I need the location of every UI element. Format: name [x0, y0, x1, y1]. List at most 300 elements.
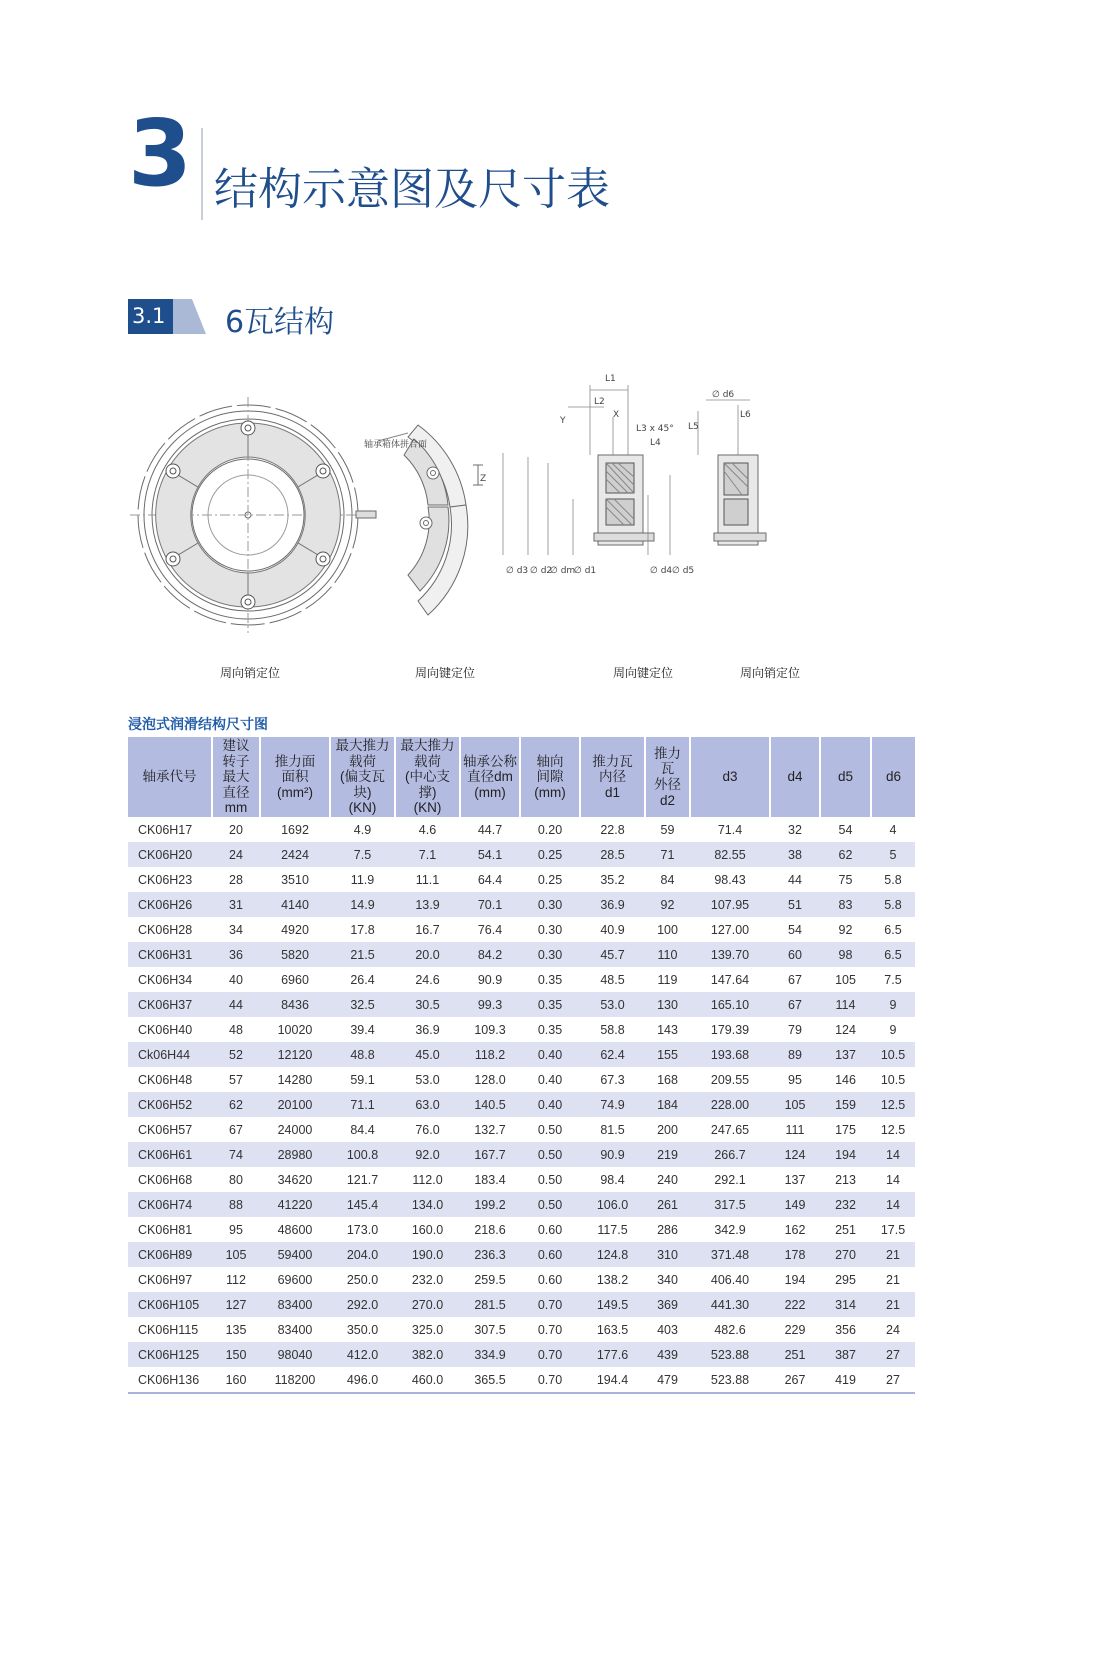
- table-cell: 84.4: [350, 1122, 375, 1137]
- table-cell: 110: [645, 942, 690, 967]
- section-title: 6瓦结构: [225, 305, 335, 340]
- table-cell: 31: [212, 892, 260, 917]
- table-cell: 213: [835, 1172, 856, 1187]
- table-cell: 403: [657, 1322, 678, 1337]
- column-header: 推力瓦 外径 d2: [645, 737, 690, 817]
- bearing-code-cell: Ck06H44: [128, 1042, 212, 1067]
- column-header: 推力面 面积 (mm²): [260, 737, 330, 817]
- table-cell: 173.0: [346, 1222, 379, 1237]
- table-cell: 382.0: [395, 1342, 460, 1367]
- table-cell: 36.9: [415, 1022, 440, 1037]
- table-cell: 178: [770, 1242, 820, 1267]
- table-cell: 130: [645, 992, 690, 1017]
- table-cell: 124: [770, 1142, 820, 1167]
- table-cell: 14: [871, 1142, 915, 1167]
- table-cell: 98.4: [600, 1172, 625, 1187]
- table-cell: 482.6: [714, 1322, 746, 1337]
- table-cell: 48: [229, 1022, 243, 1037]
- table-cell: 21: [871, 1292, 915, 1317]
- table-cell: 52: [212, 1042, 260, 1067]
- table-cell: 356: [835, 1322, 856, 1337]
- table-cell: 48600: [277, 1222, 313, 1237]
- table-cell: 36: [212, 942, 260, 967]
- table-cell: 83400: [277, 1322, 313, 1337]
- table-cell: 0.50: [537, 1122, 563, 1137]
- table-cell: 119: [657, 972, 678, 987]
- dimension-table: [128, 737, 915, 1394]
- table-cell: 251: [835, 1222, 856, 1237]
- dim-l4-label: L4: [650, 438, 661, 448]
- table-row: [128, 842, 915, 867]
- dim-d6-label: ∅ d6: [712, 390, 735, 400]
- table-row: [128, 967, 915, 992]
- table-cell: 146: [835, 1072, 856, 1087]
- table-cell: 109.3: [474, 1022, 506, 1037]
- table-cell: 7.5: [884, 972, 902, 987]
- table-cell: 62: [820, 842, 871, 867]
- table-cell: 232.0: [411, 1272, 444, 1287]
- table-row: [128, 1242, 915, 1267]
- table-cell: 24: [212, 842, 260, 867]
- table-cell: 184: [645, 1092, 690, 1117]
- split-face-label: 轴承箱体拼合面: [364, 440, 428, 450]
- table-cell: 406.40: [710, 1272, 750, 1287]
- table-cell: 44.7: [477, 822, 503, 837]
- table-title: 浸泡式润滑结构尺寸图: [128, 717, 268, 733]
- table-cell: 4: [889, 822, 897, 837]
- table-cell: 45.7: [580, 942, 645, 967]
- column-header: 轴承公称 直径dm (mm): [460, 737, 520, 817]
- table-cell: 0.20: [537, 822, 563, 837]
- table-cell: 270: [820, 1242, 871, 1267]
- table-cell: 26.4: [350, 972, 375, 987]
- table-cell: 10.5: [880, 1072, 906, 1087]
- table-cell: 74: [212, 1142, 260, 1167]
- table-cell: 138.2: [596, 1272, 629, 1287]
- bearing-code-cell: CK06H115: [138, 1322, 199, 1337]
- table-cell: 14: [886, 1172, 900, 1187]
- column-header: d4: [770, 737, 820, 817]
- table-cell: 63.0: [395, 1092, 460, 1117]
- table-cell: 325.0: [411, 1322, 444, 1337]
- table-cell: 218.6: [474, 1222, 506, 1237]
- table-cell: 0.30: [520, 892, 580, 917]
- bearing-code-cell: CK06H97: [138, 1272, 193, 1287]
- table-cell: 0.70: [520, 1367, 580, 1393]
- table-cell: 45.0: [395, 1042, 460, 1067]
- table-cell: 51: [770, 892, 820, 917]
- table-cell: 60: [770, 942, 820, 967]
- table-cell: 200: [657, 1122, 678, 1137]
- table-cell: 143: [657, 1022, 678, 1037]
- table-row: [128, 1317, 915, 1342]
- table-row: [128, 1017, 915, 1042]
- table-row: [128, 1042, 915, 1067]
- table-cell: 92.0: [395, 1142, 460, 1167]
- table-cell: 134.0: [395, 1192, 460, 1217]
- column-header: 轴承代号: [128, 737, 212, 817]
- bearing-code-cell: CK06H48: [138, 1072, 193, 1087]
- table-cell: 149.5: [580, 1292, 645, 1317]
- table-cell: 232: [820, 1192, 871, 1217]
- table-cell: 261: [645, 1192, 690, 1217]
- table-cell: 209.55: [710, 1072, 750, 1087]
- table-cell: 76.0: [415, 1122, 440, 1137]
- table-cell: 228.00: [690, 1092, 770, 1117]
- table-cell: 222: [770, 1292, 820, 1317]
- table-cell: 295: [835, 1272, 856, 1287]
- table-cell: 496.0: [330, 1367, 395, 1393]
- table-cell: 53.0: [415, 1072, 440, 1087]
- dim-x-label: X: [613, 410, 620, 420]
- bearing-ring-view: [130, 397, 376, 633]
- table-cell: 127.00: [710, 922, 750, 937]
- table-cell: 67.3: [600, 1072, 625, 1087]
- table-row: [128, 942, 915, 967]
- table-cell: 92: [645, 892, 690, 917]
- table-cell: 0.60: [537, 1272, 563, 1287]
- table-cell: 74.9: [580, 1092, 645, 1117]
- bearing-code-cell: CK06H20: [128, 842, 212, 867]
- table-cell: 118200: [260, 1367, 330, 1393]
- table-row: [128, 817, 915, 842]
- table-cell: 3510: [281, 872, 309, 887]
- bearing-code-cell: CK06H37: [128, 992, 212, 1017]
- table-cell: 54: [788, 922, 802, 937]
- table-cell: 4.9: [353, 822, 372, 837]
- table-cell: 204.0: [330, 1242, 395, 1267]
- table-row: [128, 917, 915, 942]
- bearing-code-cell: CK06H40: [138, 1022, 193, 1037]
- table-cell: 10020: [277, 1022, 313, 1037]
- table-cell: 67: [788, 972, 802, 987]
- bearing-code-cell: CK06H89: [128, 1242, 212, 1267]
- table-cell: 24: [886, 1322, 900, 1337]
- dim-d5-label: ∅ d5: [672, 566, 695, 576]
- table-cell: 118.2: [460, 1042, 520, 1067]
- table-cell: 0.40: [520, 1092, 580, 1117]
- table-cell: 0.35: [520, 992, 580, 1017]
- table-cell: 124.8: [580, 1242, 645, 1267]
- table-cell: 6960: [281, 972, 309, 987]
- table-cell: 75: [838, 872, 853, 887]
- table-cell: 105: [835, 972, 856, 987]
- table-cell: 365.5: [460, 1367, 520, 1393]
- dim-l3-label: L3 x 45°: [636, 424, 674, 434]
- table-cell: 5: [871, 842, 915, 867]
- bearing-code-cell: CK06H31: [128, 942, 212, 967]
- table-cell: 34620: [277, 1172, 313, 1187]
- table-cell: 98.43: [714, 872, 746, 887]
- bearing-code-cell: CK06H68: [138, 1172, 193, 1187]
- table-cell: 32.5: [330, 992, 395, 1017]
- table-cell: 229: [784, 1322, 806, 1337]
- table-cell: 0.60: [537, 1222, 563, 1237]
- table-cell: 307.5: [474, 1322, 506, 1337]
- table-cell: 20: [229, 822, 243, 837]
- table-cell: 0.50: [520, 1192, 580, 1217]
- table-cell: 4920: [281, 922, 309, 937]
- table-cell: 160: [212, 1367, 260, 1393]
- table-cell: 292.1: [714, 1172, 746, 1187]
- table-cell: 13.9: [395, 892, 460, 917]
- table-cell: 71.4: [717, 822, 743, 837]
- table-cell: 82.55: [690, 842, 770, 867]
- table-cell: 28980: [260, 1142, 330, 1167]
- table-cell: 69600: [277, 1272, 313, 1287]
- table-cell: 95: [788, 1072, 802, 1087]
- table-cell: 5.8: [884, 872, 902, 887]
- table-cell: 48.8: [330, 1042, 395, 1067]
- table-cell: 251: [770, 1342, 820, 1367]
- table-cell: 0.30: [520, 942, 580, 967]
- table-cell: 412.0: [330, 1342, 395, 1367]
- table-cell: 250.0: [346, 1272, 379, 1287]
- table-cell: 12.5: [871, 1092, 915, 1117]
- dim-y-label: Y: [560, 416, 566, 426]
- table-cell: 340: [657, 1272, 678, 1287]
- chapter-divider: [201, 128, 203, 220]
- table-cell: 71: [645, 842, 690, 867]
- dim-d2-label: ∅ d2: [530, 566, 553, 576]
- table-cell: 112.0: [412, 1172, 443, 1187]
- table-cell: 369: [645, 1292, 690, 1317]
- table-cell: 310: [645, 1242, 690, 1267]
- section-view-a: [503, 385, 670, 555]
- table-cell: 0.40: [520, 1042, 580, 1067]
- column-header: 最大推力 载荷 (偏支瓦块) (KN): [330, 737, 395, 817]
- table-cell: 240: [657, 1172, 678, 1187]
- table-cell: 105: [770, 1092, 820, 1117]
- table-cell: 150: [212, 1342, 260, 1367]
- table-cell: 7.5: [330, 842, 395, 867]
- table-cell: 67: [770, 992, 820, 1017]
- table-cell: 84: [660, 872, 675, 887]
- bearing-code-cell: CK06H125: [128, 1342, 212, 1367]
- table-row: [128, 1142, 915, 1167]
- table-row: [128, 1342, 915, 1367]
- table-cell: 54.1: [460, 842, 520, 867]
- bearing-code-cell: CK06H136: [128, 1367, 212, 1393]
- bearing-code-cell: CK06H23: [138, 872, 193, 887]
- table-cell: 523.88: [690, 1367, 770, 1393]
- table-cell: 350.0: [346, 1322, 379, 1337]
- table-cell: 247.65: [710, 1122, 750, 1137]
- table-cell: 54: [838, 822, 853, 837]
- table-cell: 314: [820, 1292, 871, 1317]
- table-cell: 4.6: [418, 822, 437, 837]
- table-cell: 6.5: [884, 922, 902, 937]
- table-cell: 286: [657, 1222, 678, 1237]
- table-cell: 236.3: [460, 1242, 520, 1267]
- caption-key-positioning-2: 周向键定位: [613, 666, 674, 680]
- table-cell: 121.7: [346, 1172, 379, 1187]
- table-cell: 62.4: [580, 1042, 645, 1067]
- dim-d1-label: ∅ d1: [574, 566, 597, 576]
- table-cell: 57: [229, 1072, 243, 1087]
- table-cell: 83: [820, 892, 871, 917]
- table-row: [128, 1217, 915, 1242]
- table-cell: 0.70: [537, 1322, 563, 1337]
- table-row: [128, 1067, 915, 1092]
- table-cell: 59: [660, 822, 675, 837]
- table-cell: 219: [645, 1142, 690, 1167]
- table-cell: 0.40: [537, 1072, 563, 1087]
- table-cell: 127: [212, 1292, 260, 1317]
- table-cell: 41220: [260, 1192, 330, 1217]
- table-cell: 147.64: [710, 972, 750, 987]
- table-row: [128, 1292, 915, 1317]
- table-cell: 17.8: [350, 922, 375, 937]
- table-cell: 194: [820, 1142, 871, 1167]
- bearing-code-cell: CK06H17: [138, 822, 193, 837]
- table-row: [128, 1367, 915, 1393]
- table-cell: 90.9: [477, 972, 503, 987]
- table-cell: 0.35: [537, 972, 563, 987]
- table-cell: 58.8: [600, 1022, 625, 1037]
- column-header: 最大推力 载荷 (中心支撑) (KN): [395, 737, 460, 817]
- column-header: 建议 转子 最大 直径 mm: [212, 737, 260, 817]
- table-cell: 40.9: [600, 922, 625, 937]
- table-cell: 30.5: [395, 992, 460, 1017]
- table-cell: 59.1: [350, 1072, 375, 1087]
- table-row: [128, 1092, 915, 1117]
- table-cell: 194.4: [580, 1367, 645, 1393]
- table-cell: 0.60: [520, 1242, 580, 1267]
- table-cell: 35.2: [600, 872, 625, 887]
- table-cell: 137: [784, 1172, 806, 1187]
- table-cell: 5.8: [871, 892, 915, 917]
- table-cell: 160.0: [411, 1222, 444, 1237]
- bearing-code-cell: CK06H34: [138, 972, 193, 987]
- table-cell: 27: [871, 1367, 915, 1393]
- table-cell: 190.0: [395, 1242, 460, 1267]
- table-cell: 137: [820, 1042, 871, 1067]
- table-row: [128, 1267, 915, 1292]
- table-cell: 17.5: [880, 1222, 906, 1237]
- table-cell: 266.7: [690, 1142, 770, 1167]
- table-cell: 20.0: [395, 942, 460, 967]
- table-cell: 419: [820, 1367, 871, 1393]
- table-cell: 38: [770, 842, 820, 867]
- table-cell: 0.70: [520, 1342, 580, 1367]
- table-row: [128, 992, 915, 1017]
- table-cell: 21: [871, 1242, 915, 1267]
- column-header: d6: [871, 737, 915, 817]
- table-cell: 111: [785, 1122, 805, 1137]
- table-header-row: [128, 737, 915, 817]
- table-cell: 165.10: [690, 992, 770, 1017]
- table-cell: 62: [212, 1092, 260, 1117]
- table-cell: 9: [871, 992, 915, 1017]
- table-cell: 67: [229, 1122, 243, 1137]
- bearing-code-cell: CK06H26: [128, 892, 212, 917]
- dim-l1-label: L1: [605, 374, 616, 384]
- dim-dm-label: ∅ dm: [550, 566, 576, 576]
- table-cell: 523.88: [690, 1342, 770, 1367]
- table-body: [128, 817, 915, 1393]
- table-cell: 11.1: [415, 872, 440, 887]
- table-cell: 175: [835, 1122, 856, 1137]
- table-cell: 159: [820, 1092, 871, 1117]
- table-cell: 28: [229, 872, 243, 887]
- table-cell: 4140: [260, 892, 330, 917]
- table-cell: 479: [645, 1367, 690, 1393]
- bearing-code-cell: CK06H28: [138, 922, 193, 937]
- column-header: d3: [690, 737, 770, 817]
- table-cell: 90.9: [580, 1142, 645, 1167]
- table-cell: 132.7: [474, 1122, 506, 1137]
- table-cell: 22.8: [600, 822, 625, 837]
- table-cell: 80: [229, 1172, 243, 1187]
- dim-d4-label: ∅ d4: [650, 566, 673, 576]
- table-cell: 270.0: [395, 1292, 460, 1317]
- table-cell: 20100: [260, 1092, 330, 1117]
- caption-key-positioning: 周向键定位: [415, 666, 476, 680]
- table-cell: 0.25: [520, 842, 580, 867]
- table-cell: 48.5: [600, 972, 625, 987]
- table-cell: 14.9: [330, 892, 395, 917]
- table-cell: 7.1: [395, 842, 460, 867]
- table-cell: 292.0: [330, 1292, 395, 1317]
- table-cell: 10.5: [871, 1042, 915, 1067]
- table-cell: 259.5: [474, 1272, 506, 1287]
- table-cell: 14: [871, 1192, 915, 1217]
- table-cell: 1692: [281, 822, 309, 837]
- table-cell: 177.6: [580, 1342, 645, 1367]
- table-cell: 6.5: [871, 942, 915, 967]
- column-header: d5: [820, 737, 871, 817]
- table-cell: 44: [212, 992, 260, 1017]
- table-cell: 199.2: [460, 1192, 520, 1217]
- table-cell: 0.35: [537, 1022, 563, 1037]
- table-cell: 139.70: [690, 942, 770, 967]
- table-cell: 9: [889, 1022, 897, 1037]
- table-cell: 441.30: [690, 1292, 770, 1317]
- table-cell: 99.3: [460, 992, 520, 1017]
- table-cell: 88: [212, 1192, 260, 1217]
- table-cell: 14280: [277, 1072, 313, 1087]
- table-cell: 98040: [260, 1342, 330, 1367]
- table-cell: 24000: [277, 1122, 313, 1137]
- dim-l6-label: L6: [740, 410, 751, 420]
- table-cell: 128.0: [474, 1072, 506, 1087]
- table-cell: 439: [645, 1342, 690, 1367]
- table-cell: 5820: [260, 942, 330, 967]
- table-cell: 12120: [260, 1042, 330, 1067]
- dim-l2-label: L2: [594, 397, 605, 407]
- table-cell: 281.5: [460, 1292, 520, 1317]
- table-cell: 145.4: [330, 1192, 395, 1217]
- bearing-segment-view: [378, 425, 483, 615]
- table-cell: 0.30: [537, 922, 563, 937]
- table-cell: 107.95: [690, 892, 770, 917]
- section-view-b: [698, 400, 766, 545]
- table-row: [128, 892, 915, 917]
- table-cell: 168: [657, 1072, 678, 1087]
- column-header: 推力瓦 内径 d1: [580, 737, 645, 817]
- table-cell: 100: [657, 922, 678, 937]
- bearing-code-cell: CK06H105: [128, 1292, 212, 1317]
- table-row: [128, 1117, 915, 1142]
- dim-z-label: Z: [480, 474, 487, 484]
- table-cell: 149: [770, 1192, 820, 1217]
- bearing-code-cell: CK06H52: [128, 1092, 212, 1117]
- bearing-code-cell: CK06H81: [138, 1222, 193, 1237]
- table-cell: 194: [784, 1272, 806, 1287]
- table-cell: 387: [820, 1342, 871, 1367]
- table-cell: 112: [226, 1272, 246, 1287]
